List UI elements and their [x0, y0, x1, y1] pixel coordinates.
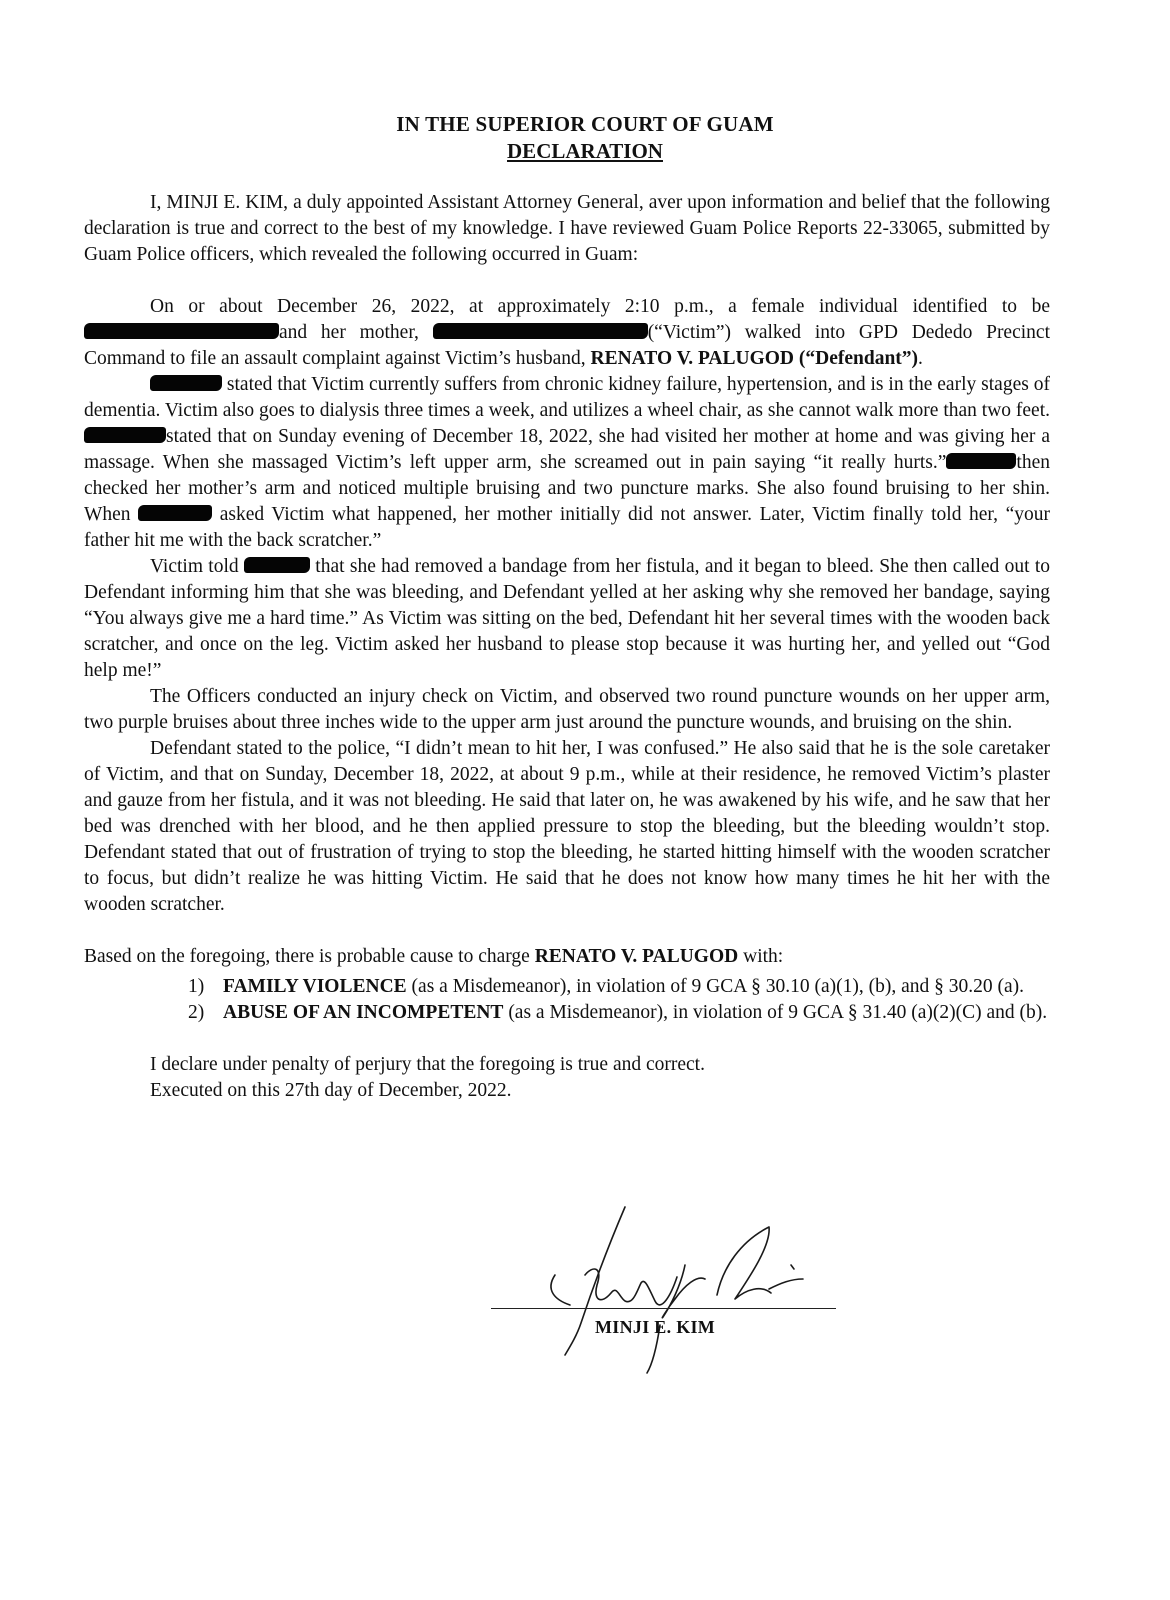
defendant-tag: (“Defendant”): [798, 348, 919, 369]
injury-check-paragraph: The Officers conducted an injury check on Victim, and observed two round puncture wounds on her upper arm, two purple bruises about three inches wide to the upper arm just around the puncture wounds, and bruising on the shin.: [84, 686, 1050, 733]
charges-list: [84, 974, 1050, 1026]
charge-name: ABUSE OF AN INCOMPETENT: [223, 1002, 504, 1023]
incident-paragraph: [84, 294, 1050, 372]
charges-lead-end: with:: [738, 946, 784, 967]
intro-paragraph: I, MINJI E. KIM, a duly appointed Assistant Attorney General, aver upon information and belief that the following declaration is true and correct to the best of my knowledge. I have reviewed Guam Police Reports 22-33065, submitted by Guam Police officers, which revealed the following occurred in Guam:: [84, 192, 1050, 265]
declaration-body: [84, 190, 1050, 1104]
account-text-b: that she had removed a bandage from her fistula, and it began to bleed. She then called out to Defendant informing him that she was bleeding, and Defendant yelled at her asking why she removed her bandage, saying “You always give me a hard time.” As Victim was sitting on the bed, Defendant hit her several times with the wooden back scratcher, and once on the leg. Victim asked her husband to please stop because it was hurting her, and yelled out “God help me!”: [84, 556, 1050, 681]
redaction-bar: [244, 557, 310, 573]
execution-date: Executed on this 27th day of December, 2022.: [150, 1080, 512, 1101]
document-header: [0, 112, 1170, 164]
signature-block: [485, 1205, 845, 1375]
redaction-bar: [84, 427, 166, 443]
charge-number: 1): [188, 976, 205, 997]
charge-name: FAMILY VIOLENCE: [223, 976, 407, 997]
document-title: DECLARATION: [507, 139, 663, 163]
charges-lead-text: Based on the foregoing, there is probable cause to charge: [84, 946, 535, 967]
defendant-statement-paragraph: Defendant stated to the police, “I didn’t mean to hit her, I was confused.” He also said that he is the sole caretaker of Victim, and that on Sunday, December 18, 2022, at about 9 p.m., while at their residence, he removed Victim’s plaster and gauze from her fistula, and it was not bleeding. He said that later on, he was awakened by his wife, and he saw that her bed was drenched with her blood, and he then applied pressure to stop the bleeding, but the bleeding wouldn’t stop. Defendant stated that out of frustration of trying to stop the bleeding, he started hitting himself with the wooden scratcher to focus, but didn’t realize he was hitting Victim. He said that he does not know how many times he hit her with the wooden scratcher.: [84, 738, 1050, 915]
incident-text-end: .: [918, 348, 923, 369]
condition-text-a: stated that Victim currently suffers from chronic kidney failure, hypertension, and is in the early stages of dementia. Victim also goes to dialysis three times a week, and utilizes a wheel chair, as she cannot walk more than two feet.: [84, 374, 1050, 421]
closing-statement: [84, 1052, 1050, 1104]
defendant-name: RENATO V. PALUGOD: [590, 348, 795, 369]
signature-line: [491, 1308, 836, 1309]
victim-condition-paragraph: [84, 372, 1050, 554]
redaction-bar: [84, 323, 279, 339]
redaction-bar: [946, 453, 1016, 469]
charges-lead: [84, 944, 1050, 970]
signer-name: MINJI E. KIM: [595, 1317, 716, 1337]
perjury-statement: I declare under penalty of perjury that the foregoing is true and correct.: [150, 1054, 705, 1075]
charge-detail: (as a Misdemeanor), in violation of 9 GCA § 30.10 (a)(1), (b), and § 30.20 (a).: [406, 976, 1025, 997]
incident-text-a: On or about December 26, 2022, at approximately 2:10 p.m., a female individual identified to be: [150, 296, 1050, 317]
incident-text-c: (“Victim”) walked into GPD Dededo Precinct Command to file an assault complaint against Victim’s husband,: [84, 322, 1050, 369]
incident-text-b: and her mother,: [279, 322, 433, 343]
court-name: IN THE SUPERIOR COURT OF GUAM: [396, 112, 774, 136]
victim-account-paragraph: [84, 554, 1050, 684]
charge-item: [84, 1000, 1050, 1026]
condition-text-d: asked Victim what happened, her mother initially did not answer. Later, Victim finally told her, “your father hit me with the back scratcher.”: [84, 504, 1050, 551]
charged-defendant-name: RENATO V. PALUGOD: [534, 946, 739, 967]
handwritten-signature: [485, 1205, 845, 1375]
charge-detail: (as a Misdemeanor), in violation of 9 GCA § 31.40 (a)(2)(C) and (b).: [503, 1002, 1048, 1023]
charge-item: [84, 974, 1050, 1000]
condition-text-b: stated that on Sunday evening of December 18, 2022, she had visited her mother at home and was giving her a massage. When she massaged Victim’s left upper arm, she screamed out in pain saying “it really hurts.”: [84, 426, 1050, 473]
account-text-a: Victim told: [150, 556, 244, 577]
condition-text-c: then checked her mother’s arm and noticed multiple bruising and two puncture marks. She also found bruising to her shin. When: [84, 452, 1050, 525]
redaction-bar: [433, 323, 648, 339]
redaction-bar: [150, 375, 222, 391]
redaction-bar: [138, 505, 212, 521]
charge-number: 2): [188, 1002, 205, 1023]
